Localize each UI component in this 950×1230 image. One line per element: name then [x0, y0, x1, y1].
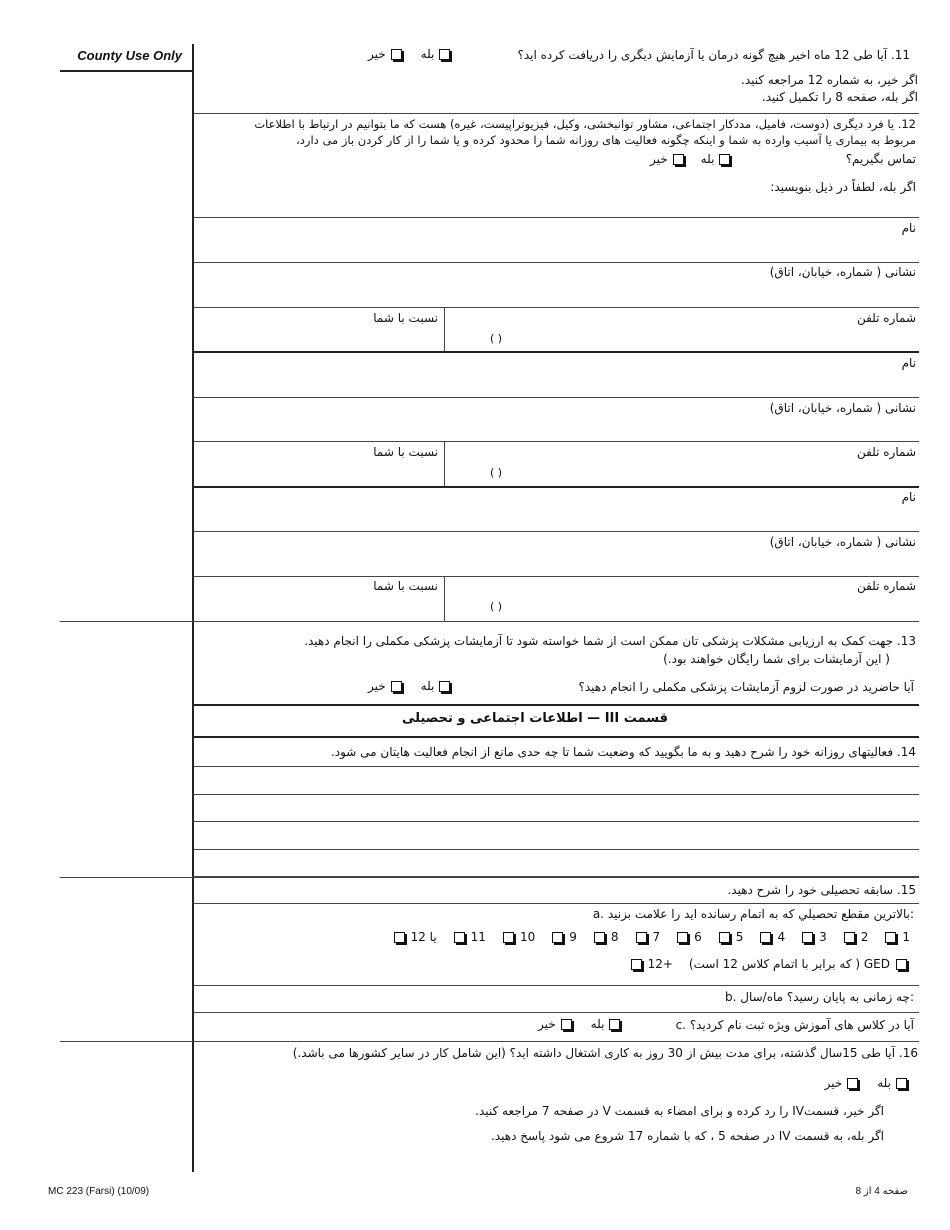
q11-yes-option[interactable]	[421, 47, 454, 61]
q14-question: 14. فعالیتهای روزانه خود را شرح دهید و به ما بگویید که وضعیت شما تا چه حدی مانع از انجام فعالیت هایتان می شود.	[330, 745, 916, 759]
q15-c-options	[538, 1017, 623, 1031]
q16-options	[825, 1076, 910, 1090]
q11-options	[368, 47, 453, 61]
county-column-divider	[192, 44, 194, 1172]
q12-yes-checkbox[interactable]	[719, 154, 730, 165]
contact2-name-top	[193, 351, 919, 353]
contact1-split	[444, 307, 445, 351]
contact1-name-field[interactable]	[194, 233, 919, 261]
q11-yes-checkbox[interactable]	[439, 49, 450, 60]
q15c-yes-label: بله	[590, 1017, 605, 1031]
grade-1-checkbox[interactable]	[885, 932, 896, 943]
grade-9-checkbox[interactable]	[552, 932, 563, 943]
contact3-address-top	[193, 531, 919, 532]
q13-question-line1: 13. جهت کمک به ارزیابی مشکلات پزشکی تان ممکن است از شما خواسته شود تا آزمایشات پزشکی مکملی را انجام دهید.	[304, 634, 916, 648]
contact2-name-field[interactable]	[194, 368, 919, 396]
divider-q16	[60, 1041, 919, 1042]
grade-option-2[interactable]	[841, 930, 869, 944]
grade-7-checkbox[interactable]	[636, 932, 647, 943]
q12-question-line1: 12. یا فرد دیگری (دوست، فامیل، مددکار اجتماعی، مشاور توانبخشی، وکیل، فیزیوتراپیست، غیره) هست که ما بتوانیم در ارتباط با اطلاعات	[254, 117, 916, 131]
grade-2-label: 2	[860, 930, 869, 944]
grade-9-label: 9	[569, 930, 577, 944]
q15c-no-checkbox[interactable]	[561, 1019, 572, 1030]
grade-3-checkbox[interactable]	[802, 932, 813, 943]
q12-no-option[interactable]	[650, 152, 687, 166]
q12-no-checkbox[interactable]	[673, 154, 684, 165]
q12-question-line3: تماس بگیریم؟	[845, 152, 916, 166]
contact1-address-field[interactable]	[194, 278, 919, 306]
grade-1-label: 1	[902, 930, 910, 944]
q15-a-label: a. بالاترین مقطع تحصیلي که به اتمام رسانده اید را علامت بزنید:	[592, 907, 914, 921]
grade-12-checkbox[interactable]	[394, 932, 405, 943]
grade-4-label: 4	[777, 930, 786, 944]
grade-option-12[interactable]	[391, 930, 437, 944]
q15-grade-row	[391, 930, 910, 944]
grade-6-checkbox[interactable]	[677, 932, 688, 943]
county-header-rule	[60, 70, 192, 72]
q14-answer-area[interactable]	[194, 767, 919, 875]
ged-checkbox[interactable]	[896, 959, 907, 970]
plus12-label: 12+	[647, 957, 673, 971]
contact1-name-label: نام	[901, 221, 916, 235]
q13-no-checkbox[interactable]	[391, 681, 402, 692]
contact3-name-top	[193, 486, 919, 488]
section3-title: قسمت III — اطلاعات اجتماعی و تحصیلی	[402, 711, 668, 726]
grade-10-checkbox[interactable]	[503, 932, 514, 943]
q13-yes-option[interactable]	[421, 679, 454, 693]
grade-option-5[interactable]	[716, 930, 744, 944]
grade-8-label: 8	[610, 930, 619, 944]
contact2-split	[444, 441, 445, 486]
grade-11-label: 11	[470, 930, 486, 944]
q12-yes-label: بله	[700, 152, 715, 166]
ged-option[interactable]	[689, 957, 910, 971]
contact2-phone-top	[193, 441, 919, 442]
ged-label: GED ( که برابر با اتمام کلاس 12 است)	[688, 957, 890, 971]
contact2-address-label: نشانی ( شماره، خیابان، اتاق)	[769, 401, 916, 415]
q15-c-top	[193, 1012, 919, 1013]
q16-yes-option[interactable]	[877, 1076, 910, 1090]
plus12-option[interactable]	[628, 957, 673, 971]
divider-q13	[60, 621, 919, 622]
contact1-phone-area[interactable]: ( )	[490, 332, 503, 345]
contact2-address-top	[193, 397, 919, 398]
grade-12-label: 12 یا	[410, 930, 437, 944]
contact3-phone-label: شماره تلفن	[856, 579, 916, 593]
contact3-name-field[interactable]	[194, 502, 919, 530]
contact1-address-label: نشانی ( شماره، خیابان، اتاق)	[769, 265, 916, 279]
grade-5-label: 5	[735, 930, 744, 944]
grade-option-3[interactable]	[799, 930, 827, 944]
q13-followup: آیا حاضرید در صورت لزوم آزمایشات پزشکی مکملی را انجام دهید؟	[578, 680, 914, 694]
grade-7-label: 7	[652, 930, 661, 944]
contact3-split	[444, 576, 445, 621]
q11-no-option[interactable]	[368, 47, 405, 61]
divider-q12	[193, 113, 919, 114]
q15c-yes-checkbox[interactable]	[609, 1019, 620, 1030]
q15-b-top	[193, 985, 919, 986]
grade-10-label: 10	[519, 930, 536, 944]
contact3-phone-top	[193, 576, 919, 577]
grade-5-checkbox[interactable]	[719, 932, 730, 943]
q16-no-label: خیر	[824, 1076, 843, 1090]
grade-option-10[interactable]	[500, 930, 535, 944]
q11-if-yes: اگر بله، صفحه 8 را تکمیل کنید.	[761, 90, 918, 104]
grade-4-checkbox[interactable]	[760, 932, 771, 943]
q16-question: 16. آیا طی 15سال گذشته، برای مدت بیش از 30 روز به کاری اشتغال داشته اید؟ (این شامل کار در سایر کشورها می باشد.)	[292, 1046, 918, 1060]
grade-option-9[interactable]	[549, 930, 577, 944]
q15-b-label: b. چه زمانی به پایان رسید؟ ماه/سال:	[724, 990, 914, 1004]
plus12-checkbox[interactable]	[631, 959, 642, 970]
q12-question-line2: مربوط به بیماری یا آسیب وارده به شما و اینکه چگونه فعالیت های روزانه شما را محدود کرده و یا شما را از کار کردن باز می دارد،	[296, 133, 916, 147]
q11-question: 11. آیا طی 12 ماه اخیر هیچ گونه درمان یا آزمایش دیگری را دریافت کرده اید؟	[517, 48, 910, 62]
page-number: صفحه 4 از 8	[855, 1186, 908, 1197]
q15-a-top	[193, 903, 919, 904]
contact2-phone-label: شماره تلفن	[856, 445, 916, 459]
contact1-name-top	[193, 217, 919, 218]
q15-ged-row	[628, 957, 910, 971]
q15-c-label: c. آیا در کلاس های آموزش ویژه ثبت نام کردید؟	[675, 1018, 914, 1032]
grade-option-6[interactable]	[674, 930, 702, 944]
contact1-relation-label: نسبت با شما	[373, 311, 438, 325]
contact3-address-label: نشانی ( شماره، خیابان، اتاق)	[769, 535, 916, 549]
q15-question: 15. سابقه تحصیلی خود را شرح دهید.	[727, 883, 916, 897]
grade-8-checkbox[interactable]	[594, 932, 605, 943]
contact3-relation-label: نسبت با شما	[373, 579, 438, 593]
contact1-phone-top	[193, 307, 919, 308]
contact3-name-label: نام	[901, 490, 916, 504]
contact2-name-label: نام	[901, 356, 916, 370]
q16-yes-checkbox[interactable]	[896, 1078, 907, 1089]
contact2-phone-area[interactable]: ( )	[490, 466, 503, 479]
grade-3-label: 3	[819, 930, 827, 944]
q13-yes-checkbox[interactable]	[439, 681, 450, 692]
divider-q15	[60, 877, 919, 878]
q12-yes-option[interactable]	[701, 152, 734, 166]
q15c-no-option[interactable]	[538, 1017, 575, 1031]
q13-no-label: خیر	[368, 679, 386, 693]
contact1-phone-label: شماره تلفن	[856, 311, 916, 325]
contact3-address-field[interactable]	[194, 547, 919, 575]
q13-question-line2: ( این آزمایشات برای شما رایگان خواهند بود.)	[663, 652, 890, 666]
q11-if-no: اگر خیر، به شماره 12 مراجعه کنید.	[741, 73, 918, 87]
q15c-yes-option[interactable]	[591, 1017, 624, 1031]
q11-no-checkbox[interactable]	[391, 49, 402, 60]
q12-options	[650, 152, 733, 166]
q15c-no-label: خیر	[538, 1017, 556, 1031]
grade-option-11[interactable]	[451, 930, 486, 944]
contact2-address-field[interactable]	[194, 413, 919, 440]
q16-yes-label: بله	[877, 1076, 891, 1090]
q16-if-no: اگر خیر، قسمتIV را رد کرده و برای امضاء به قسمت V در صفحه 7 مراجعه کنید.	[475, 1104, 884, 1118]
grade-option-1[interactable]	[882, 930, 910, 944]
q13-options	[368, 679, 453, 693]
section3-top	[193, 704, 919, 706]
grade-option-4[interactable]	[757, 930, 785, 944]
section3-bottom	[193, 736, 919, 738]
contact3-phone-area[interactable]: ( )	[490, 600, 503, 613]
q13-no-option[interactable]	[368, 679, 405, 693]
q16-if-yes: اگر بله، به قسمت IV در صفحه 5 ، که با شماره 17 شروع می شود پاسخ دهید.	[491, 1129, 884, 1143]
grade-option-7[interactable]	[633, 930, 661, 944]
grade-2-checkbox[interactable]	[844, 932, 855, 943]
grade-option-8[interactable]	[591, 930, 619, 944]
county-use-only-label: County Use Only	[77, 48, 182, 63]
contact2-relation-label: نسبت با شما	[373, 445, 438, 459]
contact1-address-top	[193, 262, 919, 263]
q13-yes-label: بله	[420, 679, 435, 693]
q12-no-label: خیر	[650, 152, 668, 166]
q12-instruction: اگر بله، لطفاً در ذیل بنویسید:	[770, 180, 916, 194]
q11-no-label: خیر	[368, 47, 386, 61]
grade-11-checkbox[interactable]	[454, 932, 465, 943]
form-number: MC 223 (Farsi) (10/09)	[48, 1186, 150, 1197]
grade-6-label: 6	[694, 930, 702, 944]
q16-no-option[interactable]	[825, 1076, 862, 1090]
q11-yes-label: بله	[420, 47, 435, 61]
q16-no-checkbox[interactable]	[847, 1078, 858, 1089]
